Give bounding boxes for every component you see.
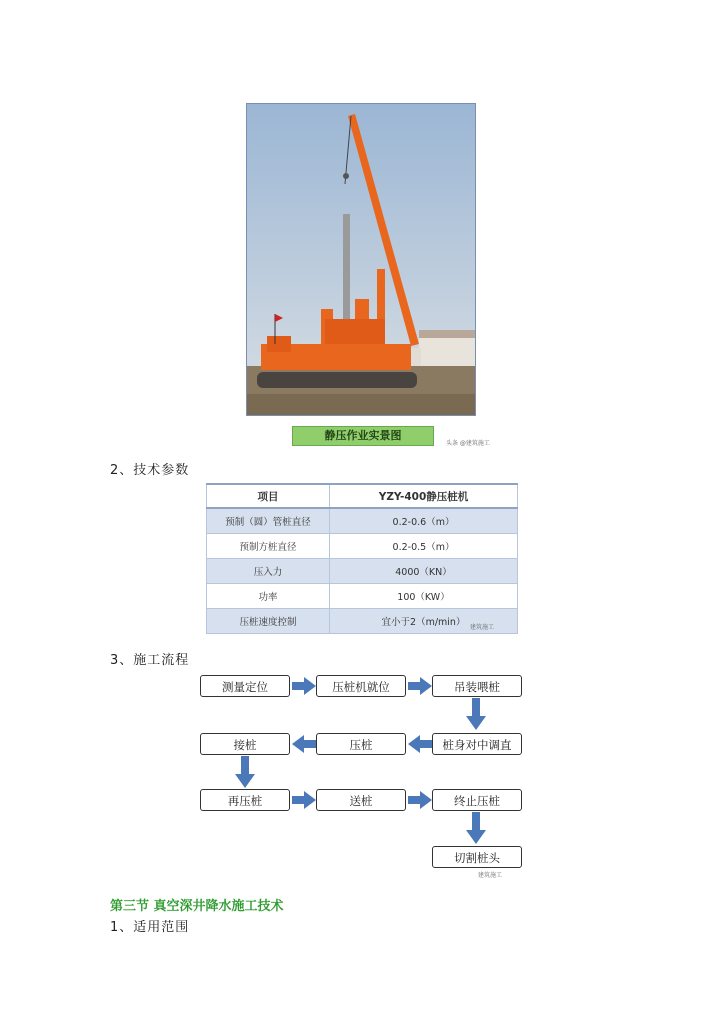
flow-step-cut-head: 切割桩头 [432,846,522,868]
arrow-down-icon [466,698,486,730]
flow-step-survey: 测量定位 [200,675,290,697]
table-header-cell: 项目 [207,484,330,508]
table-cell: 压入力 [207,559,330,584]
subheading-scope: 1、适用范围 [110,920,190,935]
flow-step-splice: 接桩 [200,733,290,755]
arrow-left-icon [408,735,432,753]
table-cell: 压桩速度控制 [207,609,330,634]
table-cell: 宜小于2（m/min） [330,609,518,634]
section-heading-process: 3、施工流程 [110,653,190,668]
table-cell: 4000（KN） [330,559,518,584]
section-title-dewatering: 第三节 真空深井降水施工技术 [110,899,284,914]
table-cell: 功率 [207,584,330,609]
arrow-right-icon [408,791,432,809]
arrow-left-icon [292,735,316,753]
table-cell: 预制（圆）管桩直径 [207,508,330,534]
table-cell: 预制方桩直径 [207,534,330,559]
photo-caption: 静压作业实景图 [292,426,434,446]
flow-step-repress: 再压桩 [200,789,290,811]
flow-step-follow: 送桩 [316,789,406,811]
arrow-right-icon [408,677,432,695]
arrow-down-icon [466,812,486,844]
table-header-cell: YZY-400静压桩机 [330,484,518,508]
flow-step-terminate: 终止压桩 [432,789,522,811]
arrow-right-icon [292,791,316,809]
flow-step-position-machine: 压桩机就位 [316,675,406,697]
arrow-right-icon [292,677,316,695]
table-cell: 0.2-0.5（m） [330,534,518,559]
photo-watermark: 头条 @建筑施工 [446,440,490,447]
flow-watermark: 建筑施工 [478,872,503,879]
table-cell: 0.2-0.6（m） [330,508,518,534]
table-watermark: 建筑施工 [470,624,495,631]
table-cell: 100（KW） [330,584,518,609]
flow-step-hoist-feed: 吊装喂桩 [432,675,522,697]
arrow-down-icon [235,756,255,788]
flow-step-align: 桩身对中调直 [432,733,522,755]
flow-step-press: 压桩 [316,733,406,755]
section-heading-tech-params: 2、技术参数 [110,463,190,478]
